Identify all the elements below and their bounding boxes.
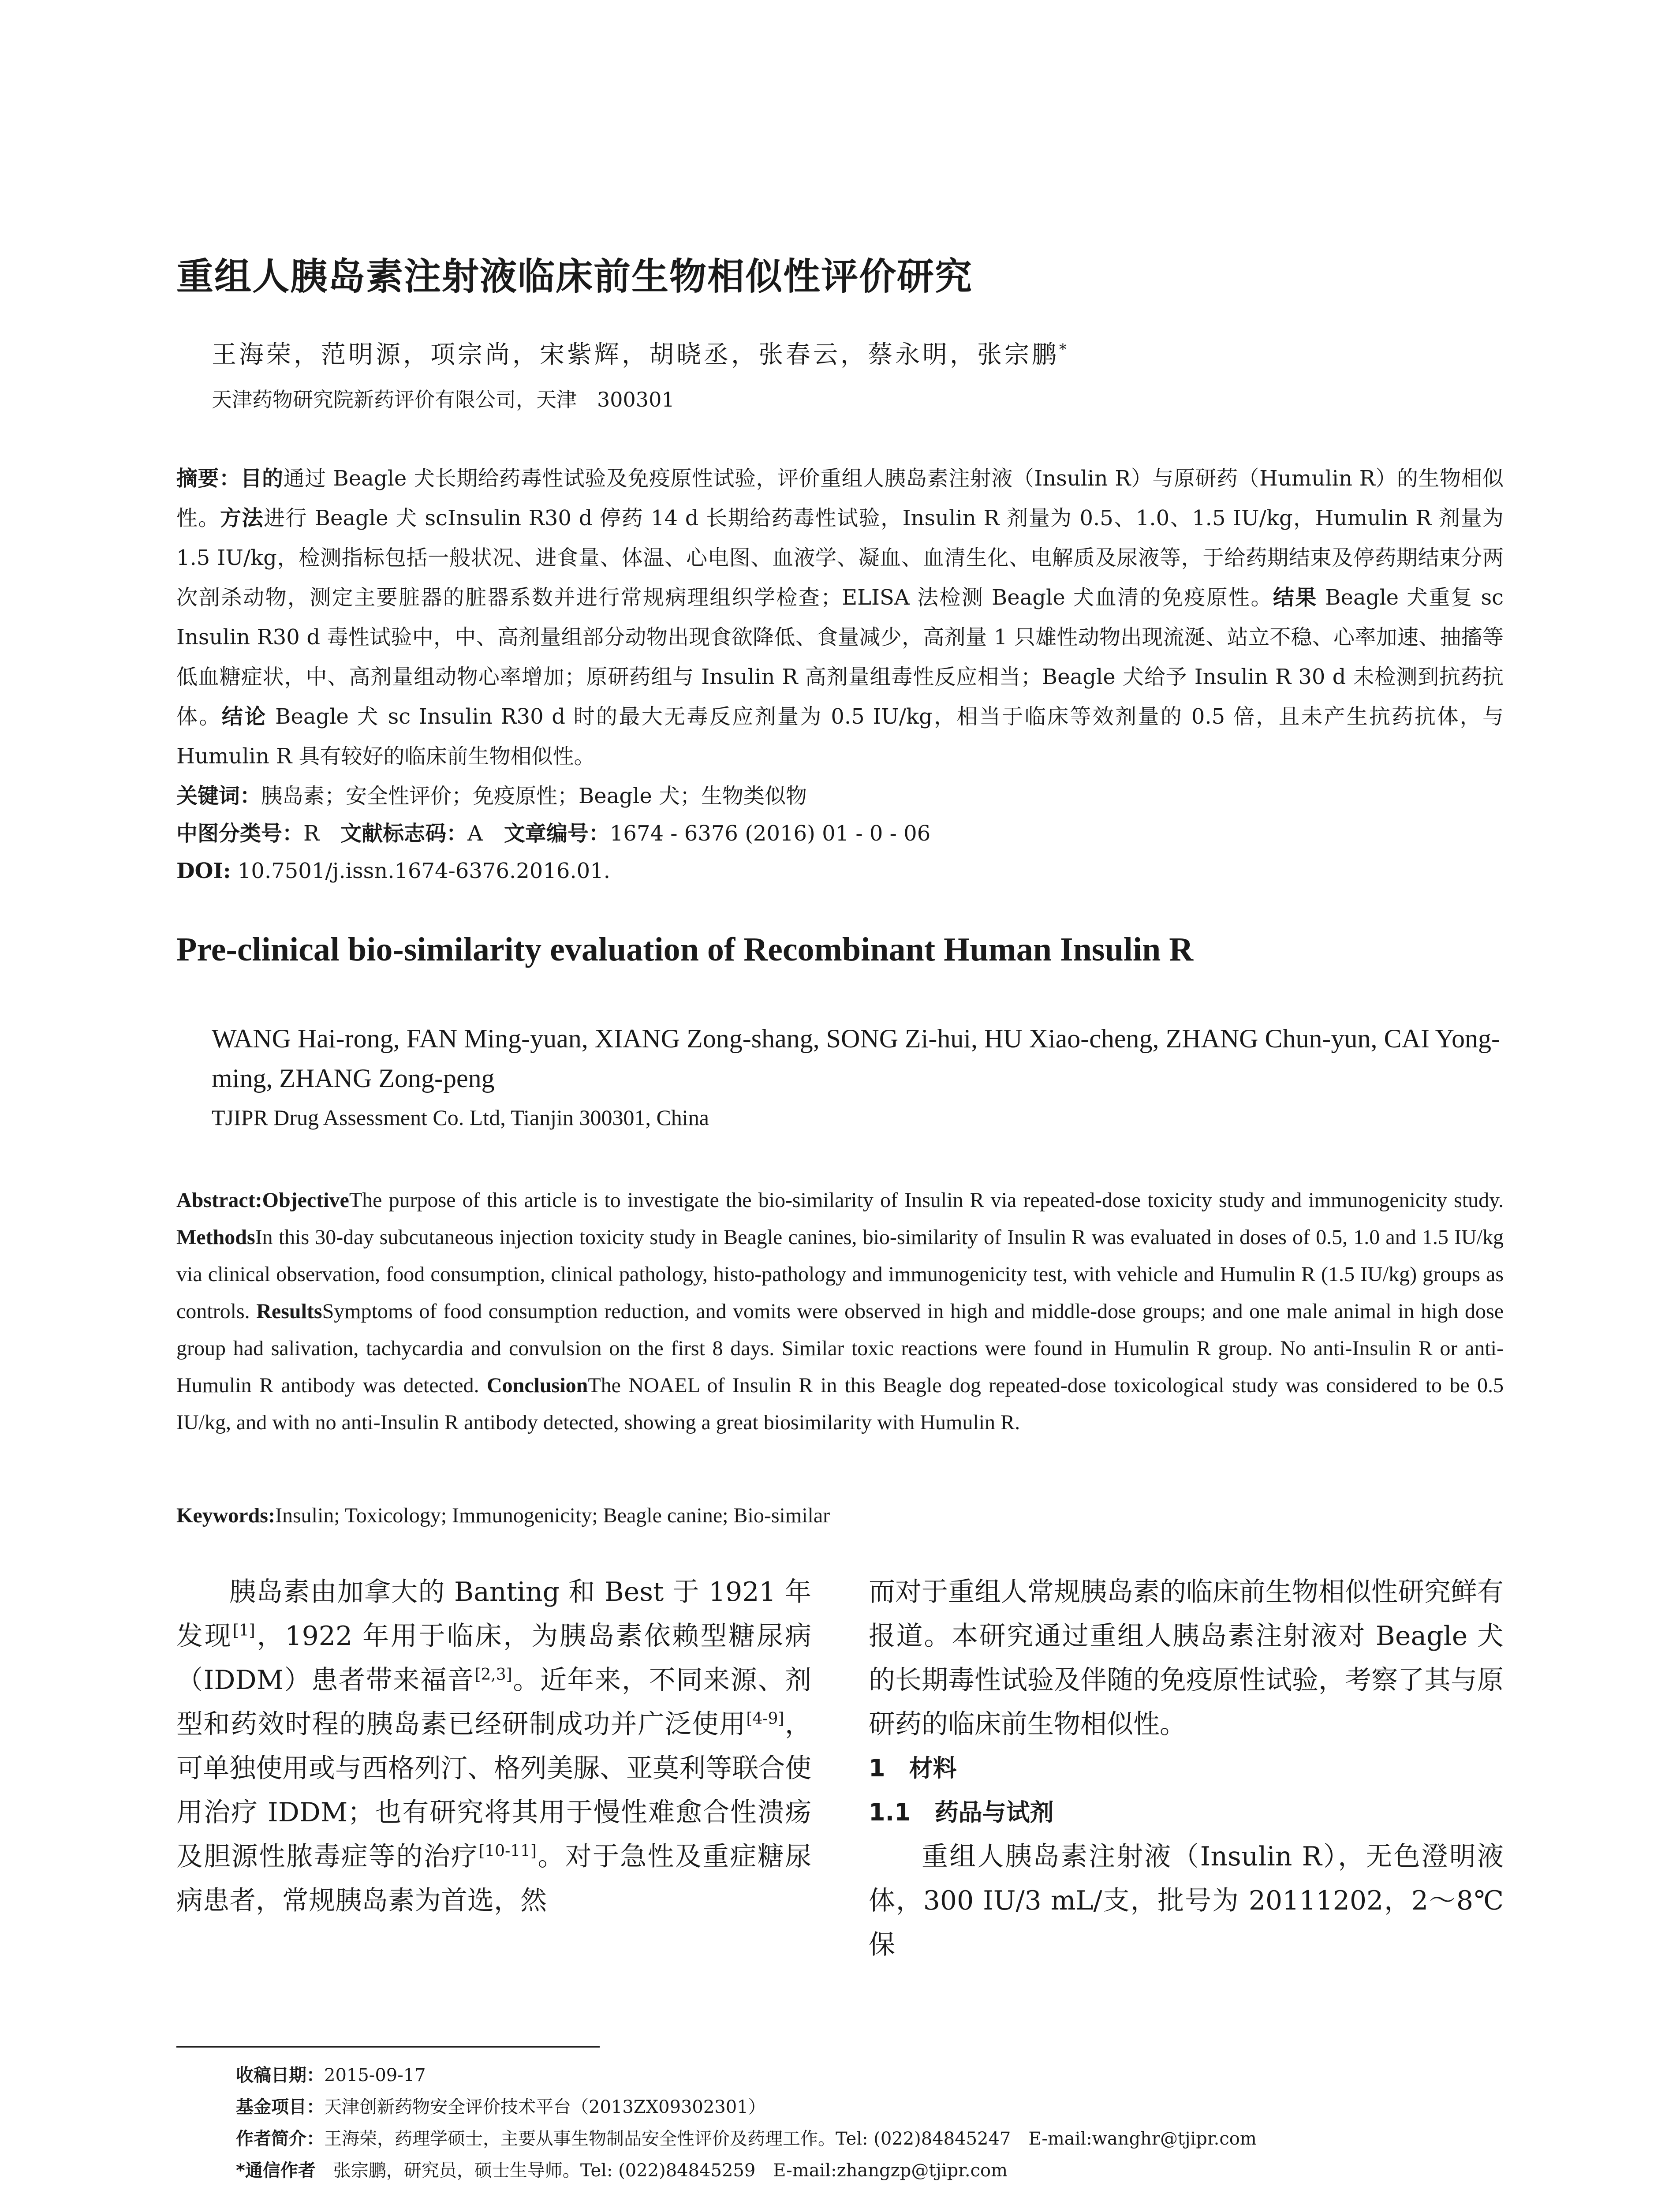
keywords-en-text: Insulin; Toxicology; Immunogenicity; Beagle canine; Bio-similar bbox=[275, 1504, 830, 1527]
title-cn: 重组人胰岛素注射液临床前生物相似性评价研究 bbox=[176, 255, 973, 298]
authors-en: WANG Hai-rong, FAN Ming-yuan, XIANG Zong-shang, SONG Zi-hui, HU Xiao-cheng, ZHANG Chun-yun, CAI Yong-ming, ZHANG Zong-peng bbox=[212, 1024, 1500, 1093]
title-en: Pre-clinical bio-similarity evaluation of Recombinant Human Insulin R bbox=[176, 931, 1194, 968]
methods-cn: 进行 Beagle 犬 scInsulin R30 d 停药 14 d 长期给药毒性试验，Insulin R 剂量为 0.5、1.0、1.5 IU/kg，Humulin R 剂量为 1.5 IU/kg，检测指标包括一般状况、进食量、体温、心电图、血液学、凝血、血清生化、电解质及尿液等，于给药期结束及停药期结束分两次剖杀动物，测定主要脏器的脏器系数并进行常规病理组织学检查；ELISA 法检测 Beagle 犬血清的免疫原性。 bbox=[176, 506, 1504, 610]
fund-text: 天津创新药物安全评价技术平台（2013ZX09302301） bbox=[324, 2097, 766, 2117]
results-en-label: Results bbox=[256, 1300, 322, 1323]
ref-2-3[interactable]: [2,3] bbox=[474, 1666, 512, 1684]
conclusion-cn-label: 结论 bbox=[221, 704, 267, 729]
affiliation-cn: 天津药物研究院新药评价有限公司，天津 300301 bbox=[212, 388, 675, 411]
keywords-cn bbox=[176, 776, 1504, 816]
intro-text-2: ，1922 年用于临床，为胰岛素依赖型糖尿病（IDDM）患者带来福音 bbox=[176, 1621, 811, 1696]
objective-cn-label: 目的 bbox=[240, 466, 284, 491]
keywords-cn-label: 关键词： bbox=[176, 784, 261, 808]
doc-code-value: A bbox=[467, 821, 483, 846]
footnotes bbox=[236, 2059, 1515, 2186]
article-number-value: 1674 - 6376 (2016) 01 - 0 - 06 bbox=[609, 821, 931, 846]
conclusion-cn: Beagle 犬 sc Insulin R30 d 时的最大无毒反应剂量为 0.5 IU/kg，相当于临床等效剂量的 0.5 倍，且未产生抗药抗体，与 Humulin R 具有较好的临床前生物相似性。 bbox=[176, 704, 1504, 769]
keywords-cn-text: 胰岛素；安全性评价；免疫原性；Beagle 犬；生物类似物 bbox=[261, 784, 807, 808]
abstract-cn bbox=[176, 459, 1504, 776]
doi-label: DOI: bbox=[176, 859, 231, 883]
objective-en: The purpose of this article is to investigate the bio-similarity of Insulin R via repeated-dose toxicity study and immunogenicity study. bbox=[349, 1188, 1504, 1212]
intro-text-4: ，可单独使用或与西格列汀、格列美脲、亚莫利等联合使用治疗 IDDM；也有研究将其用于慢性难愈合性溃疡及胆源性脓毒症等的治疗 bbox=[176, 1709, 812, 1872]
conclusion-en-label: Conclusion bbox=[486, 1374, 588, 1397]
results-cn-label: 结果 bbox=[1273, 585, 1318, 610]
intro-paragraph bbox=[176, 1570, 811, 1923]
received-date: 2015-09-17 bbox=[324, 2065, 426, 2085]
ref-1[interactable]: [1] bbox=[232, 1622, 255, 1640]
ref-10-11[interactable]: [10-11] bbox=[478, 1842, 537, 1860]
subsection-heading-drugs: 1.1 药品与试剂 bbox=[869, 1798, 1054, 1826]
doc-code-label: 文献标志码： bbox=[340, 821, 468, 846]
intro-text-5: 。对于急性及重症糖尿病患者，常规胰岛素为首选，然 bbox=[176, 1841, 812, 1916]
authors-cn-names: 王海荣，范明源，项宗尚，宋紫辉，胡晓丞，张春云，蔡永明，张宗鹏 bbox=[212, 340, 1059, 369]
section-heading-materials: 1 材料 bbox=[869, 1754, 957, 1782]
methods-cn-label: 方法 bbox=[220, 506, 264, 531]
conclusion-en: The NOAEL of Insulin R in this Beagle dog repeated-dose toxicological study was considered to be 0.5 IU/kg, and with no anti-Insulin R antibody detected, showing a great biosimilarity with Humulin R. bbox=[176, 1374, 1504, 1434]
footnote-author bbox=[236, 2123, 1515, 2155]
methods-en-label: Methods bbox=[176, 1226, 255, 1249]
intro-text-1: 胰岛素由加拿大的 Banting 和 Best 于 1921 年发现 bbox=[176, 1577, 811, 1652]
materials-paragraph: 重组人胰岛素注射液（Insulin R），无色澄明液体，300 IU/3 mL/支，批号为 20111202，2～8℃保 bbox=[869, 1841, 1504, 1960]
methods-en: In this 30-day subcutaneous injection toxicity study in Beagle canines, bio-similarity of Insulin R was evaluated in doses of 0.5, 1.0 and 1.5 IU/kg via clinical observation, food consumption, clinical pathology, histo-pathology and immunogenicity test, with vehicle and Humulin R (1.5 IU/kg) groups as controls. bbox=[176, 1226, 1504, 1323]
results-en: Symptoms of food consumption reduction, and vomits were observed in high and middle-dose groups; and one male animal in high dose group had salivation, tachycardia and convulsion on the first 8 days. Similar toxic reactions were found in Humulin R group. No anti-Insulin R or anti-Humulin R antibody was detected. bbox=[176, 1300, 1504, 1397]
fund-label: 基金项目： bbox=[236, 2097, 324, 2117]
author-bio-text: 王海荣，药理学硕士，主要从事生物制品安全性评价及药理工作。Tel: (022)84845247 E-mail:wanghr@tjipr.com bbox=[324, 2129, 1257, 2149]
article-number-label: 文章编号： bbox=[504, 821, 610, 846]
keywords-en bbox=[176, 1497, 1504, 1534]
keywords-en-label: Keywords: bbox=[176, 1504, 275, 1527]
abstract-en-label: Abstract: bbox=[176, 1188, 262, 1212]
doi-line bbox=[176, 851, 1504, 891]
footnote-fund bbox=[236, 2091, 1515, 2123]
body-left-column bbox=[176, 1570, 811, 1923]
results-cn: Beagle 犬重复 sc Insulin R30 d 毒性试验中，中、高剂量组部分动物出现食欲降低、食量减少，高剂量 1 只雄性动物出现流涎、站立不稳、心率加速、抽搐等低血糖症状，中、高剂量组动物心率增加；原研药组与 Insulin R 高剂量组毒性反应相当；Beagle 犬给予 Insulin R 30 d 未检测到抗药抗体。 bbox=[176, 585, 1504, 729]
received-label: 收稿日期： bbox=[236, 2065, 324, 2085]
footnote-corresponding bbox=[236, 2155, 1515, 2186]
corresponding-mark: * bbox=[1059, 340, 1069, 358]
intro-continuation: 而对于重组人常规胰岛素的临床前生物相似性研究鲜有报道。本研究通过重组人胰岛素注射液对 Beagle 犬的长期毒性试验及伴随的免疫原性试验，考察了其与原研药的临床前生物相似性。 bbox=[869, 1577, 1504, 1740]
ref-4-9[interactable]: [4-9] bbox=[746, 1710, 784, 1728]
author-bio-label: 作者简介： bbox=[236, 2129, 324, 2149]
corresponding-label: *通信作者 bbox=[236, 2160, 316, 2181]
doi-value: 10.7501/j.issn.1674-6376.2016.01. bbox=[231, 859, 610, 883]
clc-value: R bbox=[303, 821, 320, 846]
footnote-divider bbox=[176, 2046, 600, 2048]
affiliation-en: TJIPR Drug Assessment Co. Ltd, Tianjin 300301, China bbox=[212, 1105, 709, 1130]
abstract-cn-label: 摘要： bbox=[176, 466, 241, 491]
intro-text-3: 。近年来，不同来源、剂型和药效时程的胰岛素已经研制成功并广泛使用 bbox=[176, 1665, 812, 1740]
body-right-column bbox=[869, 1570, 1504, 1967]
objective-cn: 通过 Beagle 犬长期给药毒性试验及免疫原性试验，评价重组人胰岛素注射液（Insulin R）与原研药（Humulin R）的生物相似性。 bbox=[176, 466, 1504, 531]
classification-line bbox=[176, 814, 1504, 853]
objective-en-label: Objective bbox=[262, 1188, 349, 1212]
clc-label: 中图分类号： bbox=[176, 821, 304, 846]
corresponding-text: 张宗鹏，研究员，硕士生导师。Tel: (022)84845259 E-mail:zhangzp@tjipr.com bbox=[315, 2160, 1008, 2181]
abstract-en bbox=[176, 1182, 1504, 1441]
footnote-received bbox=[236, 2059, 1515, 2091]
authors-cn bbox=[212, 335, 1446, 370]
